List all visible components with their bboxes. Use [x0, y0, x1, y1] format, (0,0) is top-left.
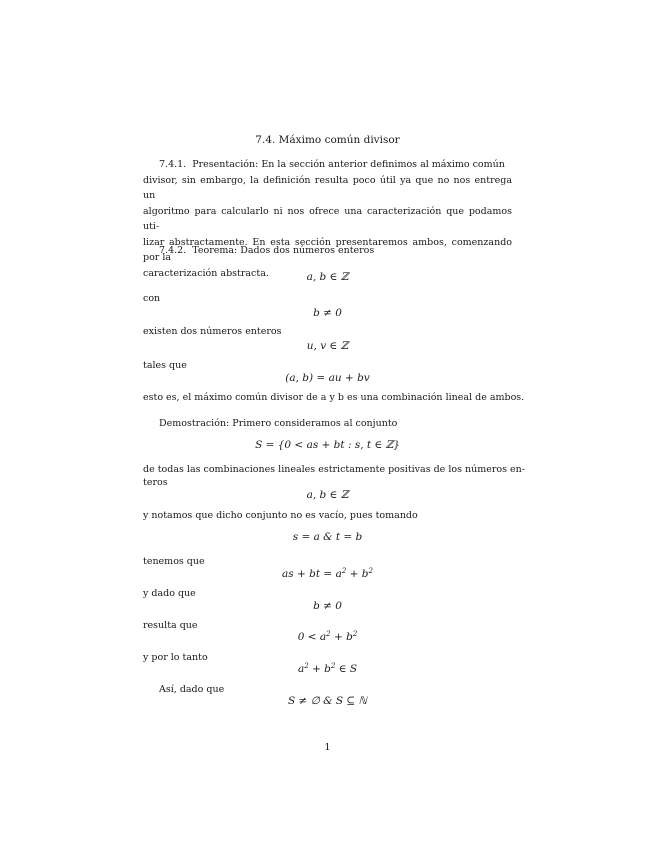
equation-gcd-linear-combination: (a, b) = au + bv	[285, 372, 370, 384]
equation-s-t-choice: s = a & t = b	[292, 531, 363, 543]
theorem-number: 7.4.2.	[159, 245, 187, 256]
theorem-intro: Dados dos números enteros	[240, 245, 375, 256]
proof-label: Demostración:	[159, 418, 230, 429]
presentation-line-3: algoritmo para calcularlo ni nos ofrece una caracterización que podamos uti-	[143, 205, 512, 232]
presentation-number: 7.4.1.	[159, 159, 187, 170]
equation-b-nonzero: b ≠ 0	[313, 307, 342, 319]
text-tenemos-que: tenemos que	[143, 556, 205, 567]
equation-b-nonzero-2: b ≠ 0	[313, 600, 342, 612]
presentation-line-5: caracterización abstracta.	[143, 267, 269, 279]
equation-set-s: S = {0 < as + bt : s, t ∈ ℤ}	[255, 439, 400, 451]
text-esto-es: esto es, el máximo común divisor de a y b es una combinación lineal de ambos.	[143, 392, 525, 403]
equation-a-b-integers: a, b ∈ ℤ	[306, 271, 349, 283]
text-resulta-que: resulta que	[143, 620, 198, 631]
text-tales-que: tales que	[143, 360, 187, 371]
equation-u-v-integers: u, v ∈ ℤ	[306, 340, 349, 352]
text-notamos: y notamos que dicho conjunto no es vacío, pues tomando	[143, 510, 418, 521]
text-asi-dado-que: Así, dado que	[159, 684, 225, 695]
proof-intro	[159, 418, 397, 429]
text-combinaciones-2: teros	[143, 477, 168, 488]
equation-s-nonempty-subset: S ≠ ∅ & S ⊆ ℕ	[288, 695, 367, 707]
presentation-paragraph	[143, 157, 512, 281]
theorem-title: Teorema:	[192, 245, 238, 256]
equation-sum-in-s: $a^2 + b^2$ ∈ S	[297, 662, 358, 675]
presentation-line-4: lizar abstractamente. En esta sección presentaremos ambos, comenzando por la	[143, 236, 512, 263]
equation-a-b-integers-2: a, b ∈ ℤ	[306, 489, 349, 501]
text-por-lo-tanto: y por lo tanto	[143, 652, 208, 663]
presentation-title: Presentación:	[192, 159, 259, 170]
text-con: con	[143, 293, 161, 304]
proof-text: Primero consideramos al conjunto	[232, 418, 398, 429]
section-heading: 7.4. Máximo común divisor	[255, 134, 400, 146]
presentation-line-1: 7.4.1. Presentación: En la sección anterior definimos al máximo común	[159, 159, 505, 170]
presentation-line-2: divisor, sin embargo, la definición resulta poco útil ya que no nos entrega un	[143, 174, 512, 201]
text-existen: existen dos números enteros	[143, 326, 282, 337]
page-number: 1	[324, 742, 331, 753]
equation-positive-sum: $0 < a^2 + b^2$	[297, 630, 358, 643]
text-combinaciones-1: de todas las combinaciones lineales estrictamente positivas de los números en-	[143, 464, 525, 475]
theorem-statement	[159, 245, 374, 256]
equation-sum-of-squares: as + bt = $a^2 + b^2$	[282, 567, 373, 580]
text-y-dado-que: y dado que	[143, 588, 196, 599]
